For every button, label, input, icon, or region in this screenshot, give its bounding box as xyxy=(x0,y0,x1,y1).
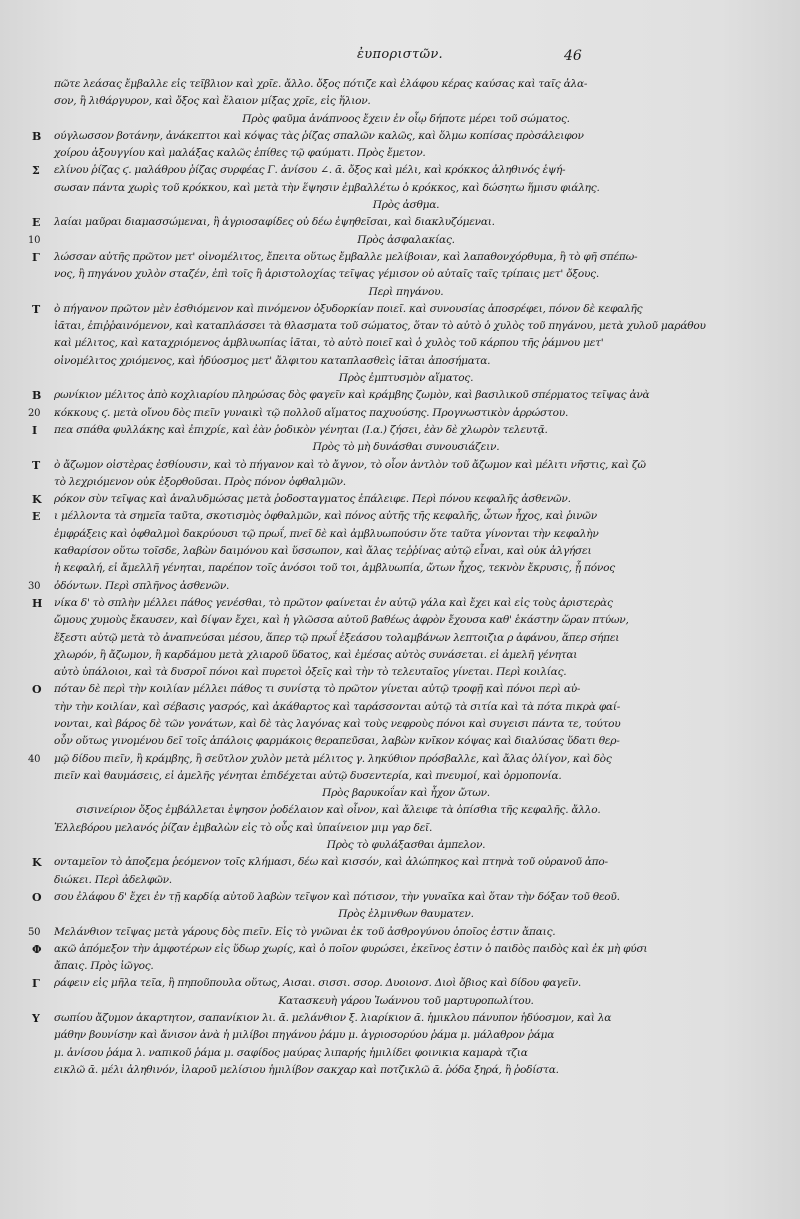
text-line xyxy=(28,405,776,422)
line-text: ρόκον σὺν τεῖψας καὶ ἀναλυδμώσας μετὰ ῥοδοσταγματος ἐπάλειφε. Περὶ πόνου κεφαλῆς ἀσθενῶν. xyxy=(54,493,571,506)
text-line xyxy=(32,422,776,439)
line-text: Κατασκευὴ γάρου Ἰωάννου τοῦ μαρτυροπωλίτου. xyxy=(278,994,534,1007)
page-number: 46 xyxy=(564,48,582,64)
section-heading xyxy=(36,785,776,802)
line-text: πεα σπάθα φυλλάκης καὶ ἐπιχρίε, καὶ ἐὰν ῥοδικὸν γένηται (Ι.α.) ζήσει, ἐὰν δὲ χλωρὸν τελευτᾷ. xyxy=(54,423,548,436)
initial-letter: Φ xyxy=(32,942,42,956)
initial-letter: Ο xyxy=(32,890,42,904)
initial-letter: Ο xyxy=(32,683,42,697)
line-text: νος, ἢ πηγάνου χυλὸν σταζέν, ἐπὶ τοῖς ἢ ἀριστολοχίας τεῖψας γέμισον οὐ αὐταῖς ταῖς τρίπαις μετ' ὄξους. xyxy=(54,268,599,281)
initial-letter: Κ xyxy=(32,856,42,870)
line-text: Πρὸς ἀσφαλακίας. xyxy=(357,233,455,246)
line-text: Πρὸς ἐλμινθων θαυματεν. xyxy=(338,908,474,921)
line-text: ὸ πήγανον πρῶτον μὲν ἐσθιόμενον καὶ πινόμενον ὀξυδορκίαν ποιεῖ. καὶ συνουσίας ἀποσρέφει, πόνον δὲ κεφαλῆς xyxy=(54,302,643,315)
text-line xyxy=(36,958,776,975)
text-line xyxy=(36,1062,776,1079)
line-text: ονταμεῖον τὸ ἀποζεμα ῥεόμενον τοῖς κλήμασι, δέω καὶ κισσόν, καὶ ἀλώπηκος καὶ πτηνὰ τοῦ οὐρανοῦ ἀπο- xyxy=(54,856,608,869)
line-text: Μελάνθιον τεῖψας μετὰ γάρους δὸς πιεῖν. Εἰς τὸ γνῶναι ἐκ τοῦ ἀσθρογύνου ὁποῖος ἐστιν ἄπαις. xyxy=(54,925,556,938)
line-text: σωπίου ἄζυμον ἀκαρτητον, σαπανίκιον λι. ᾱ. μελάνθιον ξ. λιαρίκιον ᾱ. ἡμικλου πάνυπον ἡδύοσμον, καὶ λα xyxy=(54,1012,612,1025)
line-text: ἡ κεφαλή, εἰ ἄμελλῆ γένηται, παρέπον τοῖς ἀνόσοι τοῦ τοι, ἀμβλυωπία, ὤτων ἦχος, τεκνὸν ἔκρυσις, ᾗ πόνος xyxy=(54,562,615,575)
running-head: ἐυποριστῶν. xyxy=(357,47,443,62)
line-text: αὐτὸ ὑπάλοιοι, καὶ τὰ δυσροῖ πόνοι καὶ πυρετοὶ ὀξεῖς καὶ τὴν τὸ τελευταῖος γίνεται. Περὶ κοιλίας. xyxy=(54,666,567,679)
section-heading xyxy=(36,197,776,214)
text-line xyxy=(36,612,776,629)
text-line xyxy=(32,595,776,612)
line-text: καὶ μέλιτος, καὶ καταχριόμενος ἀμβλυωπίας ἰᾶται, τὸ αὐτὸ ποιεῖ καὶ ὁ χυλὸς τοῦ κάρπου τῆς ῥάμνου μετ' xyxy=(54,337,604,350)
line-text: ὀδόντων. Περὶ σπλῆνος ἀσθενῶν. xyxy=(54,579,230,592)
text-line xyxy=(32,249,776,266)
text-line xyxy=(36,630,776,647)
text-body xyxy=(28,76,776,1079)
line-text: τὸ λεχριόμενον οὐκ ἐξορθοῦσαι. Πρὸς πόνον ὀφθαλμῶν. xyxy=(54,475,346,488)
line-text: οἰνομέλιτος χριόμενος, καὶ ἡδύοσμος μετ' ἄλφιτου καταπλασθεὶς ἰᾶται ἀποσήματα. xyxy=(54,354,491,367)
text-line xyxy=(36,266,776,283)
text-line xyxy=(32,975,776,992)
initial-letter: Η xyxy=(32,596,43,610)
text-line xyxy=(36,733,776,750)
line-text: ελίνου ῥίζας ϛ. μαλάθρου ῥίζας συρφέας Γ. ἀνίσου ∠. ᾱ. ὄξος καὶ μέλι, καὶ κρόκκος ἀληθινός ἑψή- xyxy=(54,164,566,177)
section-heading xyxy=(28,232,776,249)
section-heading xyxy=(36,906,776,923)
text-line xyxy=(36,76,776,93)
line-text: σισινείριον ὄξος ἐμβάλλεται ἑψησον ῥοδέλαιον καὶ οἶνον, καὶ ἄλειφε τὰ ὀπίσθια τῆς κεφαλῆς. ἄλλο. xyxy=(76,804,601,817)
text-line xyxy=(36,474,776,491)
line-text: πιεῖν καὶ θαυμάσεις, εἰ ἀμελῆς γένηται ἐπιδέχεται αὐτῷ δυσεντερία, καὶ πνευμοί, καὶ ὀρμοπονία. xyxy=(54,769,562,782)
text-line xyxy=(36,526,776,543)
line-text: σωσαν πάντα χωρὶς τοῦ κρόκκου, καὶ μετὰ τὴν ἕψησιν ἐμβαλλέτω ὁ κρόκκος, καὶ δώσητω ἥμισυ φιάλης. xyxy=(54,181,600,194)
line-text: πόταν δὲ περὶ τὴν κοιλίαν μέλλει πάθος τι συνίστᾳ τὸ πρῶτον γίνεται αὐτῷ τροφῇ καὶ πόνοι περὶ αὐ- xyxy=(54,683,581,696)
initial-letter: Γ xyxy=(32,250,40,264)
line-text: Πρὸς ἐμπτυσμὸν αἵματος. xyxy=(338,372,474,385)
initial-letter: Β xyxy=(32,129,42,143)
initial-letter: Γ xyxy=(32,977,40,991)
text-line xyxy=(36,353,776,370)
line-text: Πρὸς τὸ φυλάξασθαι ἀμπελον. xyxy=(326,839,486,852)
initial-letter: Κ xyxy=(32,493,42,507)
line-text: οὖν οὕτως γινομένου δεῖ τοῖς ἀπάλοις φαρμάκοις θεραπεῦσαι, λαβὼν κνῖκον κόψας καὶ διαλύσας ὕδατι θερ- xyxy=(54,735,620,748)
line-text: λώσσαν αὐτῆς πρῶτον μετ' οἰνομέλιτος, ἔπειτα οὕτως ἔμβαλλε μελίβοιαν, καὶ λαπαθονχόρθυμα, ἢ τὸ φῆ σπέπω- xyxy=(54,250,638,263)
section-heading xyxy=(36,993,776,1010)
text-line xyxy=(36,1045,776,1062)
initial-letter: Ε xyxy=(32,510,41,524)
line-text: Πρὸς τὸ μὴ δυνάσθαι συνουσιάζειν. xyxy=(312,441,500,454)
text-line xyxy=(36,664,776,681)
line-text: ούγλωσσον βοτάνην, ἀνάκεπτοι καὶ κόψας τὰς ῥίζας σπαλῶν καλῶς, καὶ ὅλμω κοπίσας πρὸσάλειφον xyxy=(54,129,584,142)
text-line xyxy=(36,1027,776,1044)
line-text: ι μέλλοντα τὰ σημεῖα ταῦτα, σκοτισμὸς ὀφθαλμῶν, καὶ πόνος αὐτῆς τῆς κεφαλῆς, ὦτων ἦχος, καὶ ῥινῶν xyxy=(54,510,597,523)
line-text: σον, ἢ λιθάργυρον, καὶ ὄξος καὶ ἔλαιον μίξας χρῖε, εἰς ἥλιον. xyxy=(54,95,371,108)
text-line xyxy=(32,854,776,871)
text-line xyxy=(32,1010,776,1027)
line-text: Πρὸς ἀσθμα. xyxy=(372,199,440,212)
text-line xyxy=(28,924,776,941)
line-text: χοίρου ἀξουγγίου καὶ μαλάξας καλῶς ἐπίθες τῷ φαύματι. Πρὸς ἔμετον. xyxy=(54,147,426,160)
text-line xyxy=(36,768,776,785)
section-heading xyxy=(36,837,776,854)
text-line xyxy=(36,145,776,162)
line-number: 20 xyxy=(28,407,41,419)
line-text: τὴν τὴν κοιλίαν, καὶ σέβασις γασρός, καὶ ἀκάθαρτος καὶ ταράσσονται αὐτῷ τὰ σιτία καὶ τὰ πότα πικρὰ φαί- xyxy=(54,700,621,713)
line-number: 10 xyxy=(28,234,41,246)
line-text: λαίαι μαῦραι διαμασσώμεναι, ἢ ἀγριοσαφίδες οὐ δέω ἐψηθεῖσαι, καὶ διακλυζόμεναι. xyxy=(54,216,495,229)
line-number: 40 xyxy=(28,753,41,765)
line-text: ἰᾶται, ἐπιῤῥαινόμενον, καὶ καταπλάσσει τὰ θλασματα τοῦ σώματος, ὅταν τὸ αὐτὸ ὁ χυλὸς τοῦ πηγάνου, μετὰ χυλοῦ μαράθου xyxy=(54,320,706,333)
text-line xyxy=(36,560,776,577)
line-text: διώκει. Περὶ ἀδελφῶν. xyxy=(54,873,172,886)
initial-letter: Ε xyxy=(32,216,41,230)
section-heading xyxy=(36,370,776,387)
text-line xyxy=(32,457,776,474)
text-line xyxy=(32,491,776,508)
section-heading xyxy=(36,284,776,301)
text-line xyxy=(36,93,776,110)
text-line xyxy=(32,128,776,145)
line-text: Ἐλλεβόρου μελανός ῥίζαν ἐμβαλὼν εἰς τὸ οὖς καὶ ὑπαίνειον μιμ γαρ δεῖ. xyxy=(54,821,433,834)
text-line xyxy=(36,716,776,733)
text-line xyxy=(36,699,776,716)
text-line xyxy=(32,301,776,318)
text-line xyxy=(32,508,776,525)
line-text: πῶτε λεάσας ἔμβαλλε εἰς τεῖβλιον καὶ χρῖε. ἄλλο. ὄξος πότιζε καὶ ἐλάφου κέρας καύσας καὶ ταῖς ἀλα- xyxy=(54,78,588,90)
text-line xyxy=(36,872,776,889)
initial-letter: Β xyxy=(32,389,42,403)
initial-letter: Υ xyxy=(32,1012,40,1026)
line-text: Περὶ πηγάνου. xyxy=(368,285,444,298)
line-text: μάθην βουνίσην καὶ ἄνισον ἀνὰ ἡ μιλίβοι πηγάνου ῥάμυ μ. ἀγριοσορύου ῥάμα μ. μάλαθρον ῥάμα xyxy=(54,1029,555,1042)
text-line xyxy=(32,681,776,698)
text-line xyxy=(36,802,776,819)
line-number: 30 xyxy=(28,580,41,592)
line-text: ἐμφράξεις καὶ ὀφθαλμοὶ δακρύουσι τῷ πρωΐ, πνεῖ δὲ καὶ ἀμβλυωπούσιν ὅτε ταῦτα γίνονται τὴν κεφαλὴν xyxy=(54,527,599,540)
line-text: νονται, καὶ βάρος δὲ τῶν γονάτων, καὶ δὲ τὰς λαγόνας καὶ τοὺς νεφροὺς πόνοι καὶ συγεισι πάντα τε, τούτου xyxy=(54,717,621,730)
text-line xyxy=(36,820,776,837)
line-text: Πρὸς φαῦμα ἀνάπνοος ἔχειν ἐν οἷῳ δήποτε μέρει τοῦ σώματος. xyxy=(242,112,570,125)
line-text: ὸ ἄζωμον οἰστὲρας ἐσθίουσιν, καὶ τὸ πήγανον καὶ τὸ ἄγνον, τὸ οἷον ἀντλὸν τοῦ ἄζωμον καὶ μέλιτι νῆστις, καὶ ζῶ xyxy=(54,458,646,471)
text-line xyxy=(32,214,776,231)
text-line xyxy=(36,335,776,352)
text-line xyxy=(32,162,776,179)
initial-letter: Τ xyxy=(32,458,40,472)
text-line xyxy=(28,578,776,595)
line-text: Πρὸς βαρυκοΐαν καὶ ἦχον ὤτων. xyxy=(322,787,490,800)
line-text: κόκκους ϛ. μετὰ οἴνου δὸς πιεῖν γυναικὶ τῷ πολλοῦ αἵματος παχυούσης. Προγνωστικὸν ἀρρώστου. xyxy=(54,406,569,419)
text-line xyxy=(36,647,776,664)
line-text: νίκα δ' τὸ σπλὴν μέλλει πάθος γενέσθαι, τὸ πρῶτον φαίνεται ἐν αὐτῷ γάλα καὶ ἔχει καὶ εἰς τοὺς ἀριστερὰς xyxy=(54,596,613,609)
line-text: ἔξεστι αὐτῷ μετὰ τὸ ἀναπνεύσαι μέσου, ἅπερ τῷ πρωΐ ἐξεάσου τολαμβάνων λεπτοιζια ρ ἀφάνου, ἅπερ σήπει xyxy=(54,631,620,644)
text-line xyxy=(32,889,776,906)
line-text: εικλῶ ᾱ. μέλι ἀληθινόν, ἱλαροῦ μελίσιου ἡμιλίβον σακχαρ καὶ ποτζικλῶ ᾱ. ῥόδα ξηρά, ἢ ῥοδίστα. xyxy=(54,1063,559,1076)
initial-letter: Σ xyxy=(32,164,40,178)
text-line xyxy=(32,941,776,958)
line-text: ακῶ ἀπόμεξον τὴν ἀμφοτέρων εἰς ὕδωρ χωρίς, καὶ ὁ ποῖον φυρώσει, ἐκεῖνος ἐστιν ὁ παιδὸς παιδὸς καὶ ἐκ μὴ φύσι xyxy=(54,942,648,955)
text-line xyxy=(32,387,776,404)
line-text: σου ἐλάφου δ' ἔχει ἐν τῇ καρδίᾳ αὐτοῦ λαβὼν τεῖψον καὶ πότισον, τὴν γυναῖκα καὶ ὅταν τὴν δόξαν τοῦ θεοῦ. xyxy=(54,890,620,903)
initial-letter: Τ xyxy=(32,302,40,316)
section-heading xyxy=(36,439,776,456)
line-text: καθαρίσον οὕτω τοῖσδε, λαβὼν δαιμόνου καὶ ὕσσωπον, καὶ ἄλας τεῤῥίνας αὐτῷ εἶναι, καὶ οὐκ ἀλγήσει xyxy=(54,545,592,558)
line-text: ρωνίκιον μέλιτος ἀπὸ κοχλιαρίου πληρώσας δὸς φαγεῖν καὶ κράμβης ζωμὸν, καὶ βασιλικοῦ σπέρματος τεῖψας ἀνὰ xyxy=(54,389,650,402)
line-text: ὤμους χυμοὺς ἔκαυσεν, καὶ δίψαν ἔχει, καὶ ἡ γλῶσσα αὐτοῦ βαθέως ἀφρὸν ἔχουσα καθ' ἑκάστην ὥραν πτύων, xyxy=(54,614,629,627)
text-line xyxy=(36,543,776,560)
text-line xyxy=(28,751,776,768)
line-text: ράφειν εἰς μῆλα τεῖα, ἢ πηποῦπουλα οὕτως, Αισαι. σισσι. σσορ. Δυοιονσ. Διοὶ ὄβιος καὶ δίδου φαγεῖν. xyxy=(54,977,582,990)
initial-letter: Ι xyxy=(32,423,37,437)
text-line xyxy=(36,180,776,197)
section-heading xyxy=(36,111,776,128)
line-text: μῷ δίδου πιεῖν, ἢ κράμβης, ἢ σεῦτλον χυλὸν μετὰ μέλιτος γ. ληκύθιον πρόσβαλλε, καὶ ἄλας ὀλίγον, καὶ δὸς xyxy=(54,752,612,765)
line-text: χλωρόν, ἢ ἄζωμον, ἢ καρδάμου μετὰ χλιαροῦ ὕδατος, καὶ ἐμέσας αὐτὸς συνάσεται. εἰ ἀμελῆ γένηται xyxy=(54,648,578,661)
line-text: μ. ἀνίσου ῥάμα λ. ναπικοῦ ῥάμα μ. σαφίδος μαύρας λιπαρής ἡμιλίδει φοινικια καμαρὰ τζια xyxy=(54,1046,528,1059)
line-text: ἄπαις. Πρὸς ἰῶγος. xyxy=(54,960,154,973)
line-number: 50 xyxy=(28,926,41,938)
text-line xyxy=(36,318,776,335)
